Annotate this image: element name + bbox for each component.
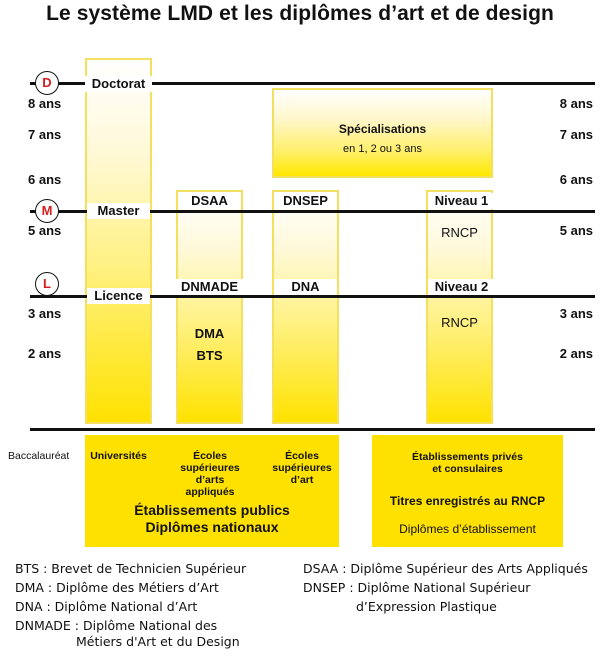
universites-label: Universités: [90, 450, 147, 462]
legend-dnsep-2: d’Expression Plastique: [356, 599, 497, 614]
year-2-right: 2 ans: [559, 346, 593, 361]
ecoles-arts-appliques-line-1: Écoles: [193, 450, 227, 462]
ecoles-art-label: [268, 450, 336, 486]
licence-label: Licence: [87, 288, 150, 304]
public-title-line-1: Établissements publics: [134, 502, 290, 518]
titres-rncp-label: Titres enregistrés au RNCP: [389, 494, 546, 508]
ecoles-art-line-2: supérieures: [272, 462, 332, 474]
master-marker: M: [35, 199, 59, 223]
ecoles-column: [176, 190, 243, 424]
private-panel-heading: [372, 451, 563, 475]
year-3-right: 3 ans: [559, 306, 593, 321]
licence-marker: L: [35, 272, 59, 296]
ecoles-art-line-1: Écoles: [285, 450, 319, 462]
legend-dnmade-1: DNMADE : Diplôme National des: [15, 618, 218, 633]
dna-label: DNA: [274, 279, 337, 295]
ecoles-arts-appliques-label: [170, 450, 250, 498]
legend-dsaa: DSAA : Diplôme Supérieur des Arts Appliqués: [303, 561, 588, 576]
legend-dnsep-1: DNSEP : Diplôme National Supérieur: [303, 580, 531, 595]
year-5-left: 5 ans: [28, 223, 62, 238]
specialisations-title: Spécialisations: [338, 122, 427, 136]
diplomes-etablissement-label: Diplômes d’établissement: [399, 522, 536, 536]
year-6-left: 6 ans: [28, 172, 62, 187]
legend-bts: BTS : Brevet de Technicien Supérieur: [15, 561, 247, 576]
baccalaureat-label: Baccalauréat: [8, 450, 70, 462]
private-line-1: Établissements privés: [412, 451, 523, 463]
year-7-right: 7 ans: [559, 127, 593, 142]
rncp-1-label: RNCP: [441, 225, 478, 240]
private-line-2: et consulaires: [432, 463, 503, 475]
bts-label: BTS: [196, 348, 223, 363]
niveau-1-label: Niveau 1: [428, 193, 495, 209]
dnmade-label: DNMADE: [176, 279, 243, 295]
dsaa-label: DSAA: [178, 193, 241, 209]
public-panel-title: [85, 502, 339, 536]
niveau-2-label: Niveau 2: [428, 279, 495, 295]
year-2-left: 2 ans: [28, 346, 62, 361]
page-title: Le système LMD et les diplômes d’art et de design: [46, 2, 554, 25]
baccalaureat-line: [30, 428, 595, 431]
specialisations-subtitle: en 1, 2 ou 3 ans: [343, 143, 422, 155]
university-column: [85, 58, 152, 424]
legend-dna: DNA : Diplôme National d’Art: [15, 599, 198, 614]
doctorat-marker: D: [35, 71, 59, 95]
master-label: Master: [87, 203, 150, 219]
legend-dma: DMA : Diplôme des Métiers d’Art: [15, 580, 219, 595]
doctorat-label: Doctorat: [85, 76, 152, 92]
dnsep-label: DNSEP: [274, 193, 337, 209]
year-6-right: 6 ans: [559, 172, 593, 187]
rncp-2-label: RNCP: [441, 315, 478, 330]
ecoles-arts-appliques-line-2: supérieures: [180, 462, 240, 474]
ecoles-arts-appliques-line-3: d’arts appliqués: [185, 474, 235, 498]
year-8-right: 8 ans: [559, 96, 593, 111]
year-7-left: 7 ans: [28, 127, 62, 142]
public-title-line-2: Diplômes nationaux: [145, 519, 279, 535]
ecoles-art-line-3: d’art: [290, 474, 314, 486]
dma-label: DMA: [194, 326, 225, 341]
year-8-left: 8 ans: [28, 96, 62, 111]
year-3-left: 3 ans: [28, 306, 62, 321]
year-5-right: 5 ans: [559, 223, 593, 238]
beaux-arts-column: [272, 190, 339, 424]
legend-dnmade-2: Métiers d'Art et du Design: [76, 634, 240, 649]
